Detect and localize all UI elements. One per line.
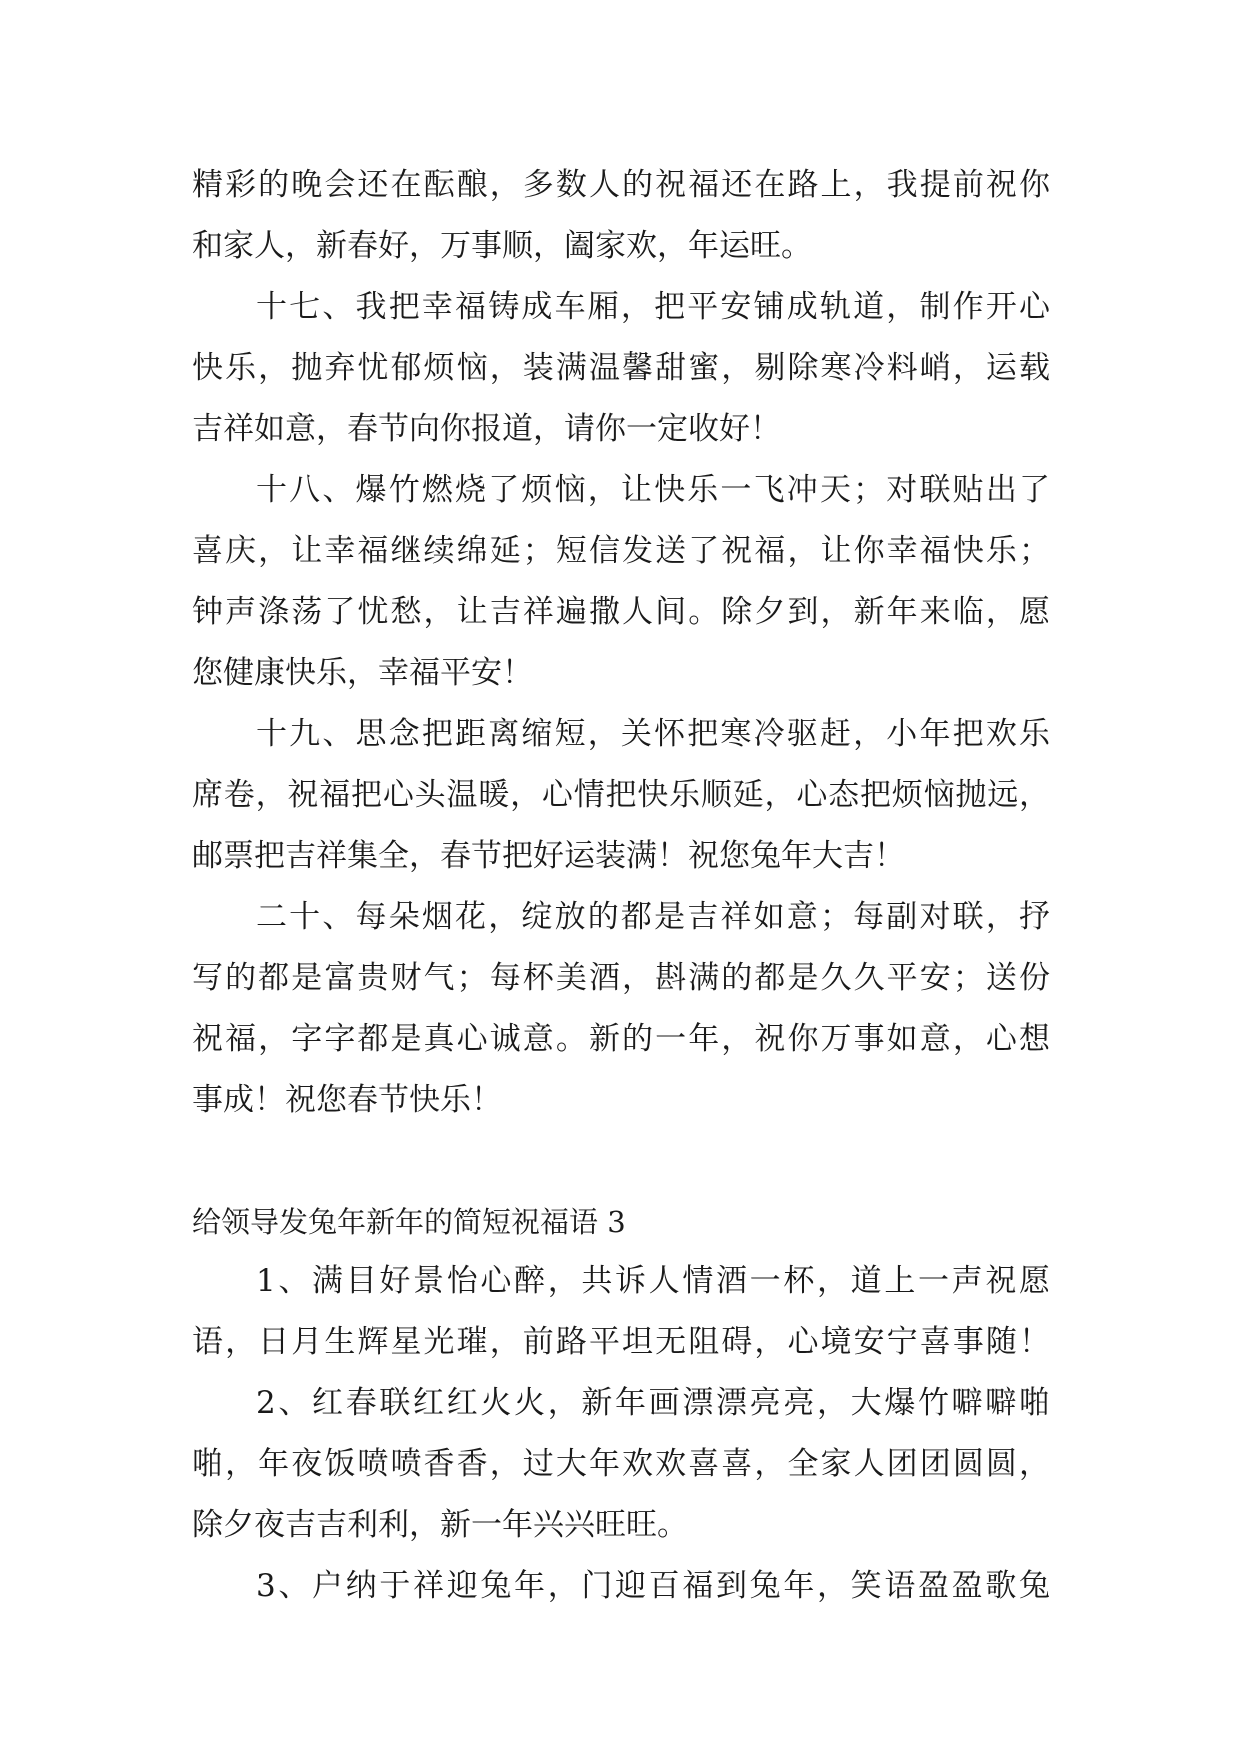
text-line: 吉祥如意，春节向你报道，请你一定收好！ [192,411,781,447]
text-line: 十七、我把幸福铸成车厢，把平安铺成轨道，制作开心 [256,289,1050,325]
list-item-2 [192,1373,1050,1556]
text-line: 除夕夜吉吉利利，新一年兴兴旺旺。 [192,1507,688,1543]
document-page [192,155,1050,1617]
text-line: 喜庆，让幸福继续绵延；短信发送了祝福，让你幸福快乐； [192,533,1050,569]
text-line: 3、户纳于祥迎兔年，门迎百福到兔年，笑语盈盈歌兔 [256,1568,1050,1604]
text-line: 2、红春联红红火火，新年画漂漂亮亮，大爆竹噼噼啪 [256,1385,1050,1421]
paragraph-continuation [192,155,1050,277]
paragraph-20 [192,887,1050,1131]
paragraph-19 [192,704,1050,887]
text-line: 邮票把吉祥集全，春节把好运装满！祝您兔年大吉！ [192,838,905,874]
text-line: 您健康快乐，幸福平安！ [192,655,533,691]
text-line: 钟声涤荡了忧愁，让吉祥遍撒人间。除夕到，新年来临，愿 [192,594,1050,630]
text-line: 席卷，祝福把心头温暖，心情把快乐顺延，心态把烦恼抛远， [192,777,1050,813]
paragraph-17 [192,277,1050,460]
text-line: 和家人，新春好，万事顺，阖家欢，年运旺。 [192,228,812,264]
section-heading: 给领导发兔年新年的简短祝福语 3 [192,1205,626,1239]
list-item-3 [192,1556,1050,1617]
text-line: 精彩的晚会还在酝酿，多数人的祝福还在路上，我提前祝你 [192,167,1050,203]
text-line: 二十、每朵烟花，绽放的都是吉祥如意；每副对联，抒 [256,899,1050,935]
text-line: 写的都是富贵财气；每杯美酒，斟满的都是久久平安；送份 [192,960,1050,996]
text-line: 十九、思念把距离缩短，关怀把寒冷驱赶，小年把欢乐 [256,716,1050,752]
list-item-1 [192,1251,1050,1373]
text-line: 语，日月生辉星光璀，前路平坦无阻碍，心境安宁喜事随！ [192,1324,1050,1360]
text-line: 十八、爆竹燃烧了烦恼，让快乐一飞冲天；对联贴出了 [256,472,1050,508]
text-line: 事成！祝您春节快乐！ [192,1082,502,1118]
text-line: 啪，年夜饭喷喷香香，过大年欢欢喜喜，全家人团团圆圆， [192,1446,1050,1482]
text-line: 祝福，字字都是真心诚意。新的一年，祝你万事如意，心想 [192,1021,1050,1057]
paragraph-18 [192,460,1050,704]
text-line: 1、满目好景怡心醉，共诉人情酒一杯，道上一声祝愿 [256,1263,1050,1299]
text-line: 快乐，抛弃忧郁烦恼，装满温馨甜蜜，剔除寒冷料峭，运载 [192,350,1050,386]
